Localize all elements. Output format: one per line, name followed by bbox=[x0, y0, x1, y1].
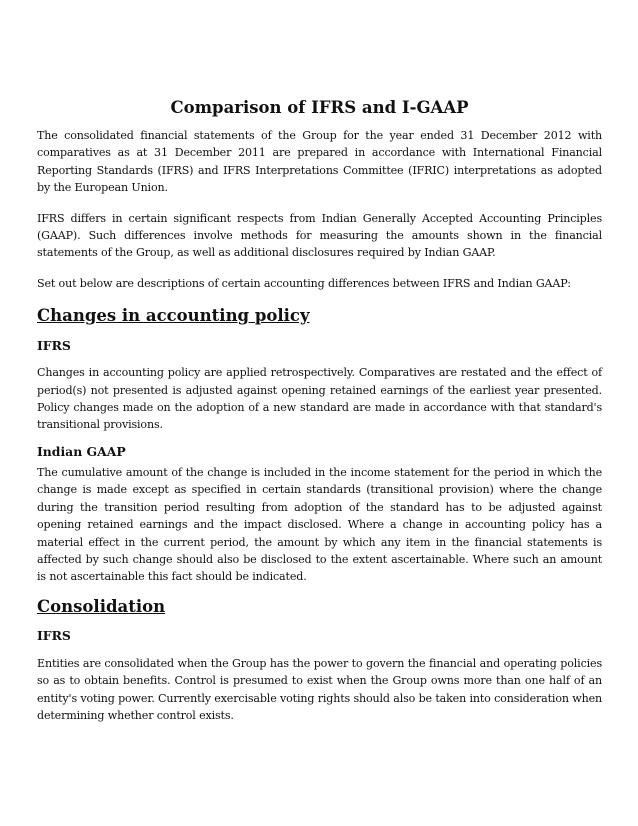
document-title: Comparison of IFRS and I-GAAP bbox=[170, 98, 469, 117]
section-heading-accounting-policy: Changes in accounting policy bbox=[37, 306, 310, 326]
ifrs-consolidation-paragraph: Entities are consolidated when the Group has the power to govern the financial and operating policies so as to obtain benefits. Control is presumed to exist when the Group owns more than one half of an entity's voting power. Currently exercisable voting rights should also be taken into consideration when determining whether control exists. bbox=[37, 656, 602, 722]
intro-paragraph-3: Set out below are descriptions of certain accounting differences between IFRS and Indian GAAP: bbox=[37, 276, 571, 290]
subsection-heading-ifrs-policy: IFRS bbox=[37, 338, 71, 354]
subsection-heading-ifrs-consolidation: IFRS bbox=[37, 627, 71, 643]
ifrs-policy-paragraph: Changes in accounting policy are applied retrospectively. Comparatives are restated and the effect of period(s) not presented is adjusted against opening retained earnings of the earliest year presented. Policy changes made on the adoption of a new standard are made in accordance with that standard's transitional provisions. bbox=[37, 366, 602, 432]
indian-gaap-policy-paragraph: The cumulative amount of the change is included in the income statement for the period in which the change is made except as specified in certain standards (transitional provision) where the change during the transition period resulting from adoption of the standard has to be adjusted against opening retained earnings and the impact disclosed. Where a change in accounting policy has a material effect in the current period, the amount by which any item in the financial statements is affected by such change should also be disclosed to the extent ascertainable. Where such an amount is not ascertainable this fact should be indicated. bbox=[37, 465, 602, 584]
document-page bbox=[37, 0, 602, 724]
section-heading-consolidation: Consolidation bbox=[37, 596, 166, 616]
intro-paragraph-1: The consolidated financial statements of the Group for the year ended 31 December 2012 with comparatives as at 31 December 2011 are prepared in accordance with International Financial Reporting Standards (IFRS) and IFRS Interpretations Committee (IFRIC) interpretations as adopted by the European Union. bbox=[37, 129, 602, 195]
intro-paragraph-2: IFRS differs in certain significant respects from Indian Generally Accepted Accounting Principles (GAAP). Such differences involve methods for measuring the amounts shown in the financial statements of the Group, as well as additional disclosures required by Indian GAAP. bbox=[37, 211, 602, 260]
subsection-heading-indian-gaap-policy: Indian GAAP bbox=[37, 443, 126, 459]
